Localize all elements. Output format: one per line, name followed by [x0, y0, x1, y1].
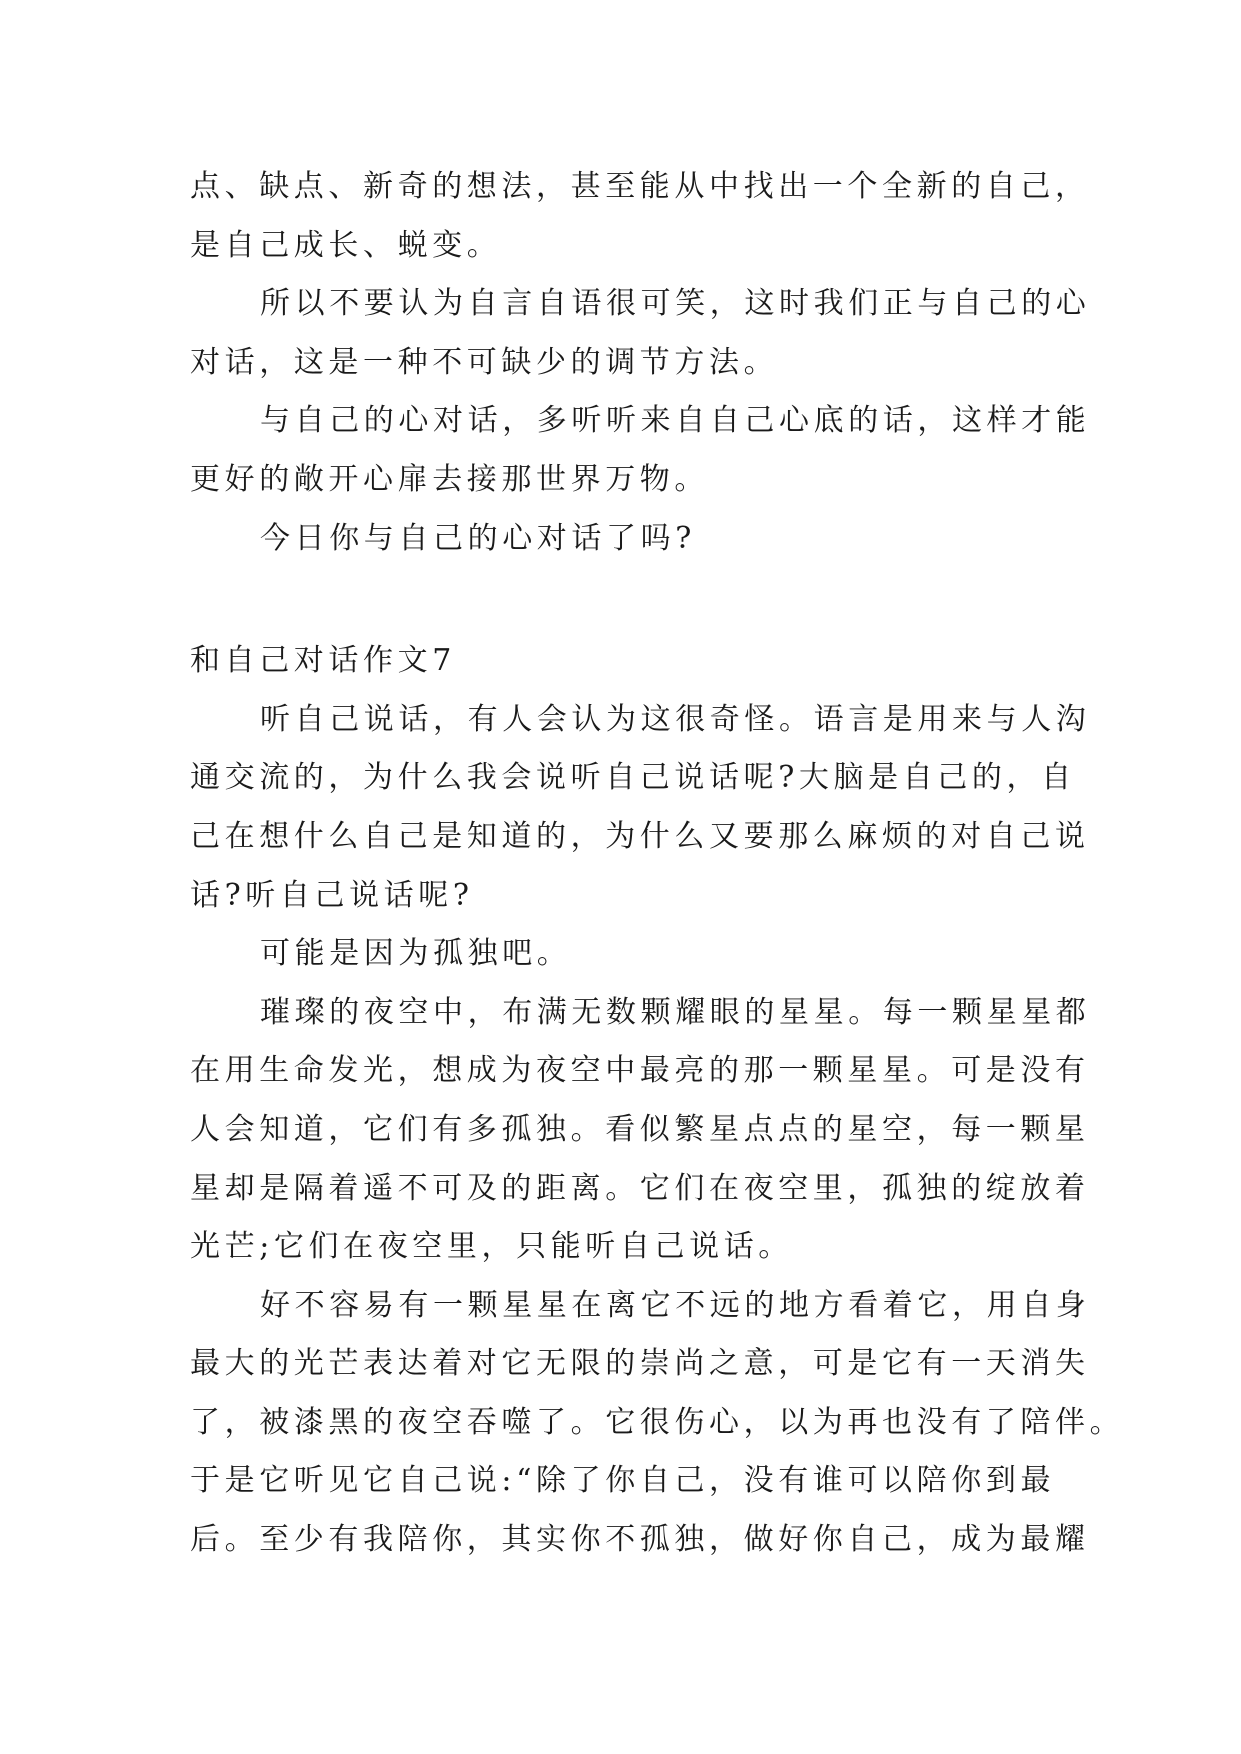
text-line: 点、缺点、新奇的想法，甚至能从中找出一个全新的自己， — [190, 169, 1090, 204]
text-line: 在用生命发光，想成为夜空中最亮的那一颗星星。可是没有 — [190, 1053, 1090, 1089]
text-line: 是自己成长、蜕变。 — [190, 227, 502, 263]
text-line: 更好的敞开心扉去接那世界万物。 — [190, 461, 709, 497]
text-line: 己在想什么自己是知道的，为什么又要那么麻烦的对自己说 — [190, 818, 1090, 854]
text-line: 后。至少有我陪你，其实你不孤独，做好你自己，成为最耀 — [190, 1522, 1090, 1558]
text-line: 通交流的，为什么我会说听自己说话呢?大脑是自己的，自 — [190, 760, 1076, 796]
paragraph — [190, 984, 1091, 1277]
text-line: 今日你与自己的心对话了吗? — [260, 520, 696, 556]
text-line: 与自己的心对话，多听听来自自己心底的话，这样才能 — [260, 403, 1091, 439]
text-line: 了，被漆黑的夜空吞噬了。它很伤心，以为再也没有了陪伴。 — [190, 1404, 1125, 1440]
text-line: 光芒;它们在夜空里，只能听自己说话。 — [190, 1229, 793, 1265]
text-line: 听自己说话，有人会认为这很奇怪。语言是用来与人沟 — [260, 701, 1091, 737]
paragraph — [190, 1277, 1125, 1570]
text-line: 对话，这是一种不可缺少的调节方法。 — [190, 344, 779, 380]
paragraph — [190, 925, 1060, 984]
text-line: 所以不要认为自言自语很可笑，这时我们正与自己的心 — [260, 286, 1091, 322]
paragraph — [190, 691, 1091, 925]
paragraph — [190, 510, 1060, 569]
document-page — [190, 158, 1125, 1570]
section-title: 和自己对话作文7 — [190, 643, 456, 679]
text-line: 星却是隔着遥不可及的距离。它们在夜空里，孤独的绽放着 — [190, 1170, 1090, 1206]
text-line: 璀璨的夜空中，布满无数颗耀眼的星星。每一颗星星都 — [260, 994, 1091, 1030]
paragraph — [190, 158, 1090, 275]
paragraph — [190, 392, 1091, 509]
text-line: 于是它听见它自己说:“除了你自己，没有谁可以陪你到最 — [190, 1463, 1056, 1499]
paragraph — [190, 275, 1091, 392]
section-gap — [190, 568, 1060, 632]
text-line: 可能是因为孤独吧。 — [260, 936, 572, 972]
text-line: 话?听自己说话呢? — [190, 877, 474, 913]
text-line: 人会知道，它们有多孤独。看似繁星点点的星空，每一颗星 — [190, 1111, 1090, 1147]
text-line: 最大的光芒表达着对它无限的崇尚之意，可是它有一天消失 — [190, 1346, 1090, 1382]
text-line: 好不容易有一颗星星在离它不远的地方看着它，用自身 — [260, 1287, 1091, 1323]
